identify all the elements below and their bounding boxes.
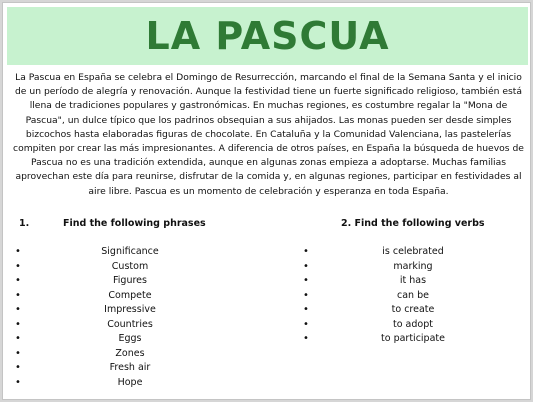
- verb-item: [303, 332, 523, 347]
- verb-item: [303, 303, 523, 318]
- phrase-item: [15, 332, 245, 347]
- phrase-item: [15, 260, 245, 275]
- bullet-icon: •: [15, 246, 21, 257]
- verb-item-text: it has: [399, 275, 427, 286]
- phrase-item: [15, 274, 245, 289]
- phrase-item: [15, 376, 245, 391]
- phrase-item-text: Fresh air: [109, 362, 151, 373]
- phrase-item-text: Figures: [113, 275, 147, 286]
- verb-item: [303, 289, 523, 304]
- bullet-icon: •: [303, 304, 309, 315]
- verb-item-text: to adopt: [393, 318, 433, 330]
- phrase-item-text: Eggs: [118, 333, 142, 344]
- bullet-icon: •: [15, 347, 21, 359]
- verb-item: [303, 245, 523, 260]
- phrases-list: [15, 245, 245, 390]
- bullet-icon: •: [303, 260, 309, 272]
- page-title: LA PASCUA: [145, 14, 390, 58]
- bullet-icon: •: [15, 289, 21, 301]
- phrase-item: [15, 361, 245, 376]
- verb-item-text: to create: [391, 304, 435, 315]
- bullet-icon: •: [15, 318, 21, 330]
- phrase-item-text: Impressive: [104, 304, 156, 315]
- section2-heading: 2. Find the following verbs: [341, 218, 485, 229]
- verb-item: [303, 274, 523, 289]
- phrase-item-text: Countries: [107, 318, 153, 330]
- bullet-icon: •: [15, 260, 21, 272]
- bullet-icon: •: [303, 289, 309, 301]
- bullet-icon: •: [15, 376, 21, 388]
- verb-item-text: marking: [393, 260, 433, 272]
- phrase-item-text: Hope: [117, 376, 143, 388]
- bullet-icon: •: [303, 275, 309, 286]
- bullet-icon: •: [15, 275, 21, 286]
- phrase-item: [15, 347, 245, 362]
- phrase-item: [15, 303, 245, 318]
- bullet-icon: •: [15, 333, 21, 344]
- verb-item-text: to participate: [381, 333, 445, 344]
- verb-item: [303, 260, 523, 275]
- bullet-icon: •: [303, 318, 309, 330]
- reading-paragraph: La Pascua en España se celebra el Domingo de Resurrección, marcando el final de la Semana Santa y el inicio de un período de alegría y renovación. Aunque la festividad tiene un fuerte significado religioso, también está llena de tradiciones populares y gastronómicas. En muchas regiones, es costumbre regalar la "Mona de Pascua", un dulce típico que los padrinos obsequian a sus ahijados. Las monas pueden ser desde simples bizcochos hasta elaboradas figuras de chocolate. En Cataluña y la Comunidad Valenciana, las pastelerías compiten por crear las más impresionantes. A diferencia de otros países, en España la búsqueda de huevos de Pascua no es una tradición extendida, aunque en algunas zonas empieza a adoptarse. Muchas familias aprovechan este día para reunirse, disfrutar de la comida y, en algunas regiones, participar en festividades al aire libre. Pascua es un momento de celebración y esperanza en toda España.: [13, 72, 524, 197]
- phrase-item: [15, 245, 245, 260]
- section1-heading: Find the following phrases: [63, 218, 206, 229]
- bullet-icon: •: [15, 304, 21, 315]
- phrase-item: [15, 318, 245, 333]
- verb-item-text: can be: [397, 289, 429, 301]
- verb-item: [303, 318, 523, 333]
- phrase-item-text: Zones: [115, 347, 145, 359]
- section1-number: 1.: [19, 218, 30, 229]
- bullet-icon: •: [15, 362, 21, 373]
- worksheet-page: [2, 2, 531, 400]
- phrase-item-text: Custom: [111, 260, 149, 272]
- bullet-icon: •: [303, 333, 309, 344]
- verb-item-text: is celebrated: [382, 246, 444, 257]
- title-banner: [7, 7, 528, 65]
- phrase-item-text: Compete: [108, 289, 152, 301]
- verbs-list: [303, 245, 523, 347]
- phrase-item: [15, 289, 245, 304]
- phrase-item-text: Significance: [101, 246, 159, 257]
- bullet-icon: •: [303, 246, 309, 257]
